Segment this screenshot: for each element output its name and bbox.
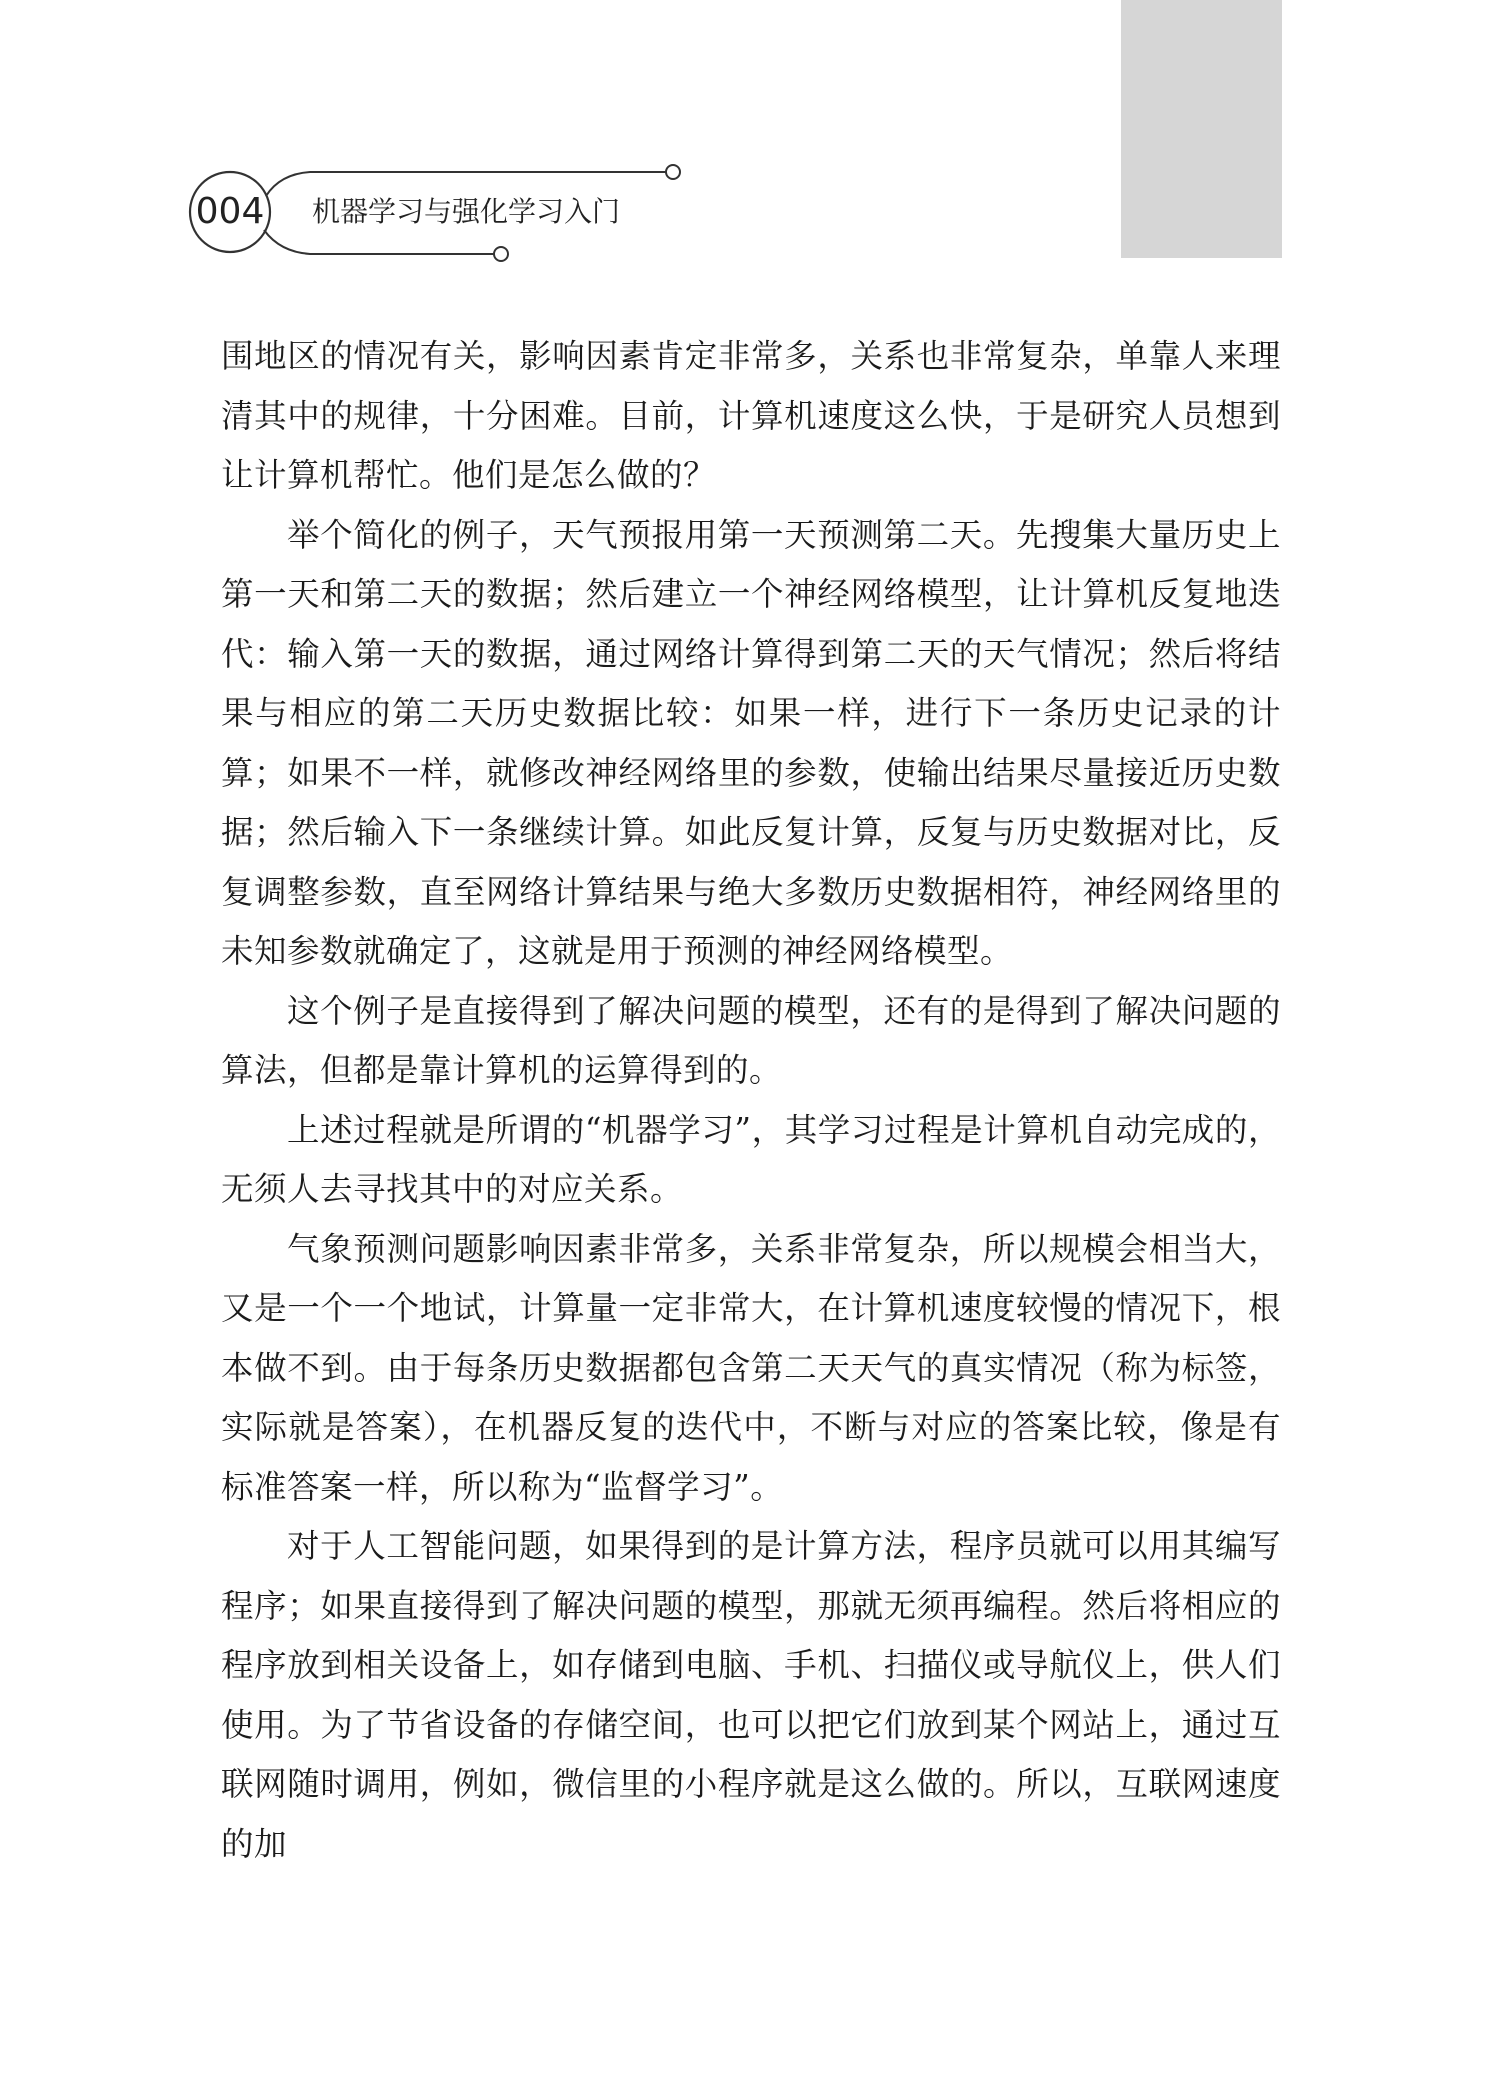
paragraph: 举个简化的例子，天气预报用第一天预测第二天。先搜集大量历史上第一天和第二天的数据；然后建立一个神经网络模型，让计算机反复地迭代：输入第一天的数据，通过网络计算得到第二天的天气情况；然后将结果与相应的第二天历史数据比较：如果一样，进行下一条历史记录的计算；如果不一样，就修改神经网络里的参数，使输出结果尽量接近历史数据；然后输入下一条继续计算。如此反复计算，反复与历史数据对比，反复调整参数，直至网络计算结果与绝大多数历史数据相符，神经网络里的未知参数就确定了，这就是用于预测的神经网络模型。 — [221, 515, 1281, 970]
paragraph: 围地区的情况有关，影响因素肯定非常多，关系也非常复杂，单靠人来理清其中的规律，十分困难。目前，计算机速度这么快，于是研究人员想到让计算机帮忙。他们是怎么做的？ — [221, 337, 1281, 494]
paragraph: 气象预测问题影响因素非常多，关系非常复杂，所以规模会相当大，又是一个一个地试，计算量一定非常大，在计算机速度较慢的情况下，根本做不到。由于每条历史数据都包含第二天天气的真实情况（称为标签，实际就是答案），在机器反复的迭代中，不断与对应的答案比较，像是有标准答案一样，所以称为“监督学习”。 — [221, 1229, 1281, 1506]
body-text — [221, 327, 1281, 1874]
paragraph: 上述过程就是所谓的“机器学习”，其学习过程是计算机自动完成的，无须人去寻找其中的对应关系。 — [221, 1110, 1281, 1208]
running-header — [160, 150, 700, 270]
paragraph: 对于人工智能问题，如果得到的是计算方法，程序员就可以用其编写程序；如果直接得到了解决问题的模型，那就无须再编程。然后将相应的程序放到相关设备上，如存储到电脑、手机、扫描仪或导航仪上，供人们使用。为了节省设备的存储空间，也可以把它们放到某个网站上，通过互联网随时调用，例如，微信里的小程序就是这么做的。所以，互联网速度的加 — [221, 1527, 1281, 1863]
book-title: 机器学习与强化学习入门 — [312, 195, 621, 228]
chapter-corner-tab — [1121, 0, 1282, 258]
paragraph: 这个例子是直接得到了解决问题的模型，还有的是得到了解决问题的算法，但都是靠计算机的运算得到的。 — [221, 991, 1281, 1089]
page-number: 004 — [195, 191, 265, 232]
